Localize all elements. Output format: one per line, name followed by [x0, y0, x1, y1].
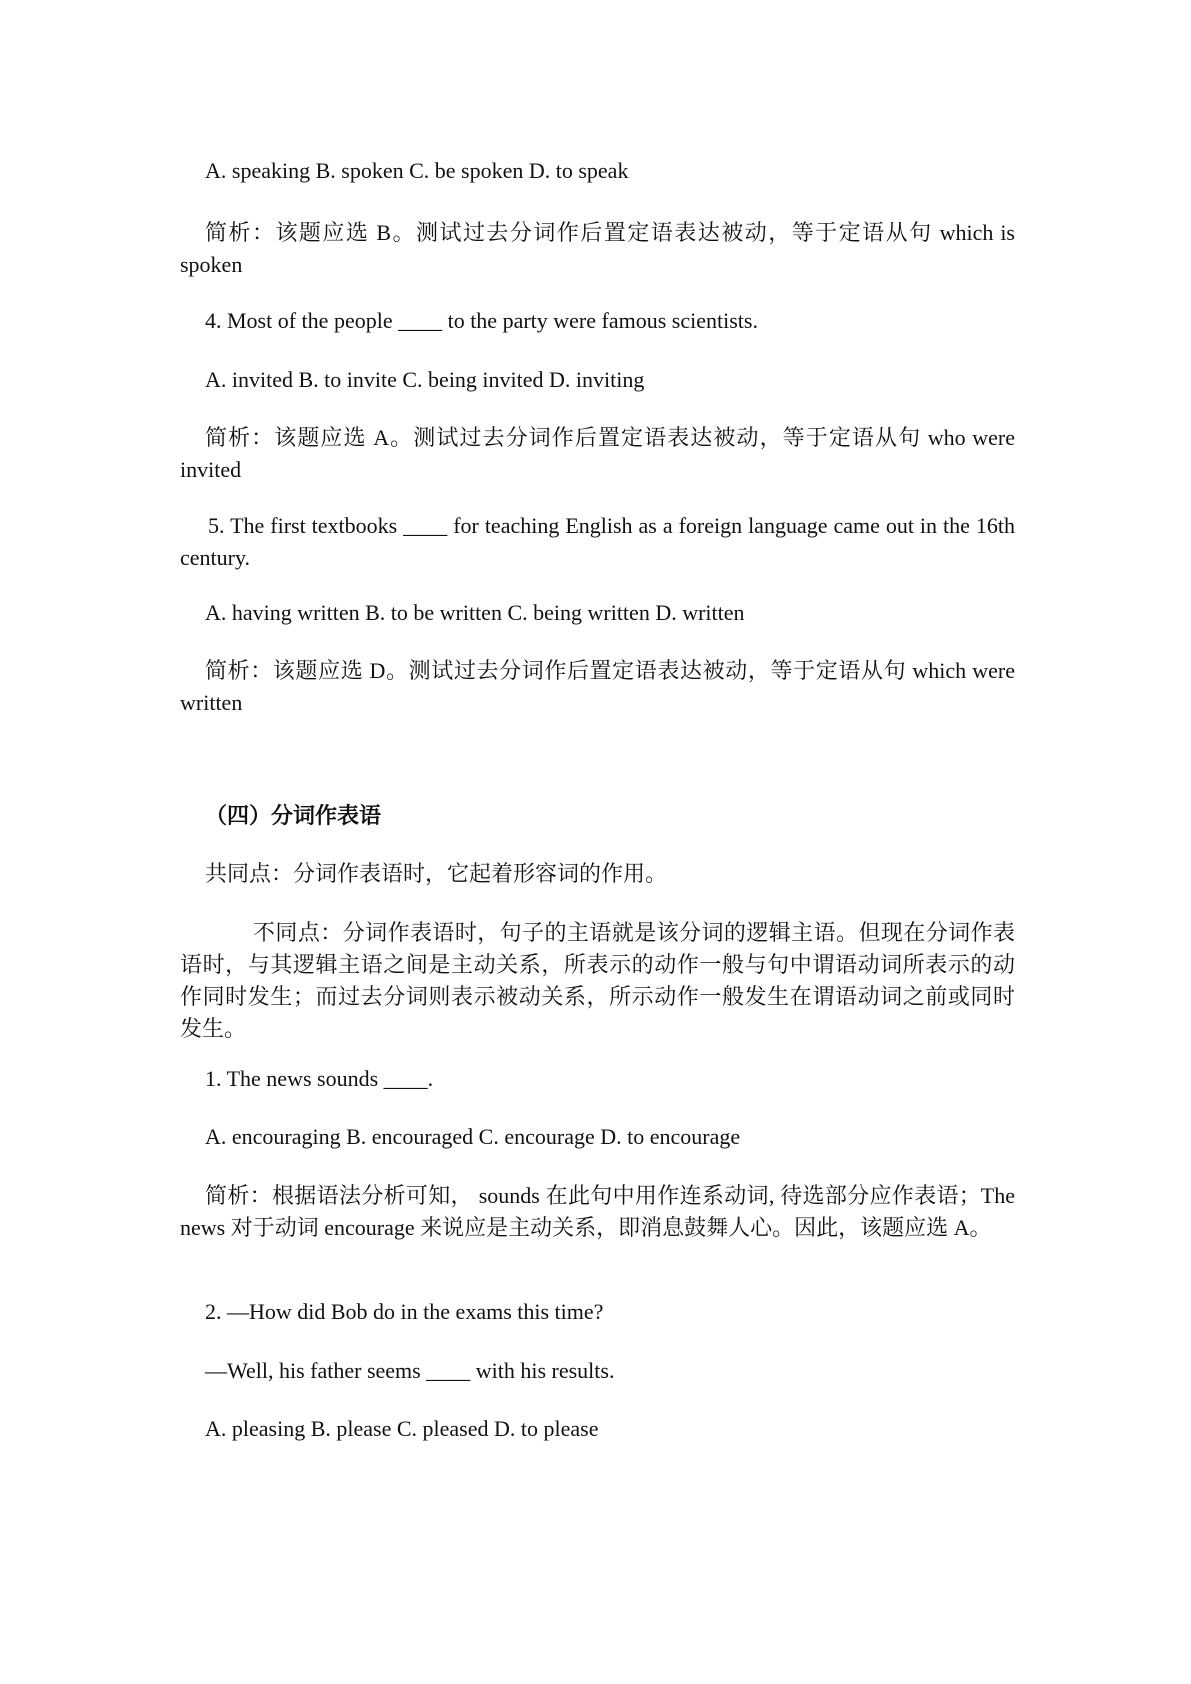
- common-point: 共同点：分词作表语时，它起着形容词的作用。: [205, 861, 668, 886]
- q3-analysis: 简析：该题应选 B。测试过去分词作后置定语表达被动，等于定语从句 which is spoken: [180, 220, 1015, 277]
- q5-options: A. having written B. to be written C. being written D. written: [205, 600, 745, 625]
- difference-point: 不同点：分词作表语时，句子的主语就是该分词的逻辑主语。但现在分词作表语时，与其逻辑主语之间是主动关系，所表示的动作一般与句中谓语动词所表示的动作同时发生；而过去分词则表示被动关系，所示动作一般发生在谓语动词之前或同时发生。: [180, 920, 1015, 1041]
- q1-options: A. encouraging B. encouraged C. encourage D. to encourage: [205, 1124, 741, 1149]
- q4-question: 4. Most of the people ____ to the party were famous scientists.: [205, 308, 758, 333]
- q5-analysis: 简析：该题应选 D。测试过去分词作后置定语表达被动，等于定语从句 which were written: [180, 658, 1015, 715]
- q1-analysis: 简析：根据语法分析可知， sounds 在此句中用作连系动词, 待选部分应作表语；The news 对于动词 encourage 来说应是主动关系，即消息鼓舞人心。因此，该题应选 A。: [180, 1183, 1015, 1240]
- q1-question: 1. The news sounds ____.: [205, 1066, 434, 1091]
- section-heading: （四）分词作表语: [205, 803, 382, 828]
- q2-options: A. pleasing B. please C. pleased D. to please: [205, 1416, 599, 1441]
- q4-options: A. invited B. to invite C. being invited D. inviting: [205, 367, 645, 392]
- q2-question: 2. —How did Bob do in the exams this time?: [205, 1299, 604, 1324]
- q2-dialogue: —Well, his father seems ____ with his results.: [205, 1358, 615, 1383]
- q3-options: A. speaking B. spoken C. be spoken D. to speak: [205, 158, 629, 183]
- q4-analysis: 简析：该题应选 A。测试过去分词作后置定语表达被动，等于定语从句 who were invited: [180, 425, 1015, 482]
- q5-question: 5. The first textbooks ____ for teaching English as a foreign language came out in the 16th century.: [180, 513, 1015, 570]
